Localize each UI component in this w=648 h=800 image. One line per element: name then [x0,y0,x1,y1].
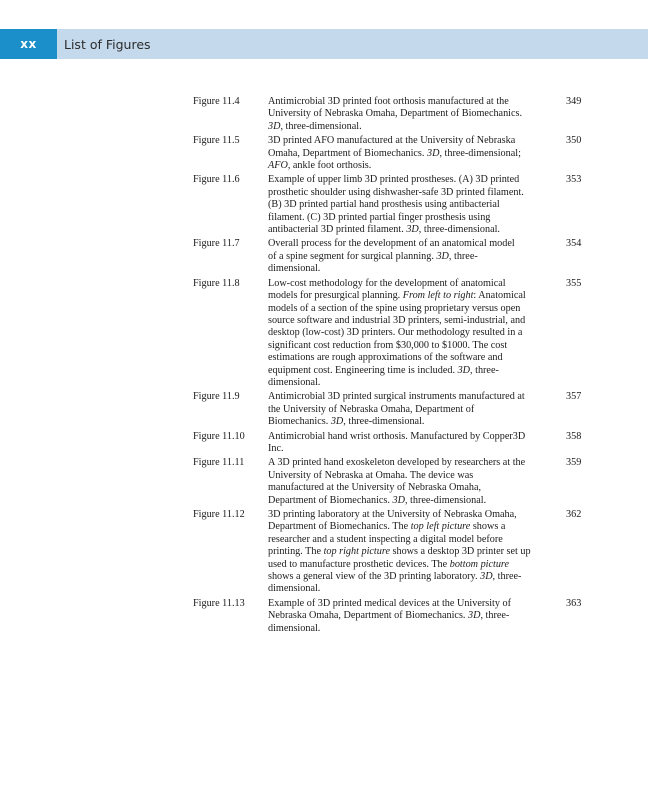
figure-label: Figure 11.7 [193,238,240,250]
figure-entry [0,278,648,390]
caption-italic-text: From left to right [402,290,474,302]
figure-caption [268,135,550,172]
figure-caption [268,391,550,428]
figure-caption [268,509,550,596]
figure-caption [268,278,550,390]
caption-text: , three-dimensional. [418,224,500,236]
figure-label: Figure 11.6 [193,174,240,186]
figure-page-number: 353 [566,174,582,186]
figure-page-number: 362 [566,509,582,520]
figure-page-number: 350 [566,135,582,147]
figure-label: Figure 11.10 [193,430,245,442]
caption-italic-text: 3D [457,364,471,376]
figure-label: Figure 11.4 [193,96,240,107]
caption-text: Example of 3D printed medical devices at the University of Nebraska Omaha, Department of Biomechanics. [268,597,512,622]
caption-italic-text: 3D [436,250,449,262]
caption-text: , three- dimensional. [268,364,499,388]
caption-text: Antimicrobial 3D printed surgical instruments manufactured at the University of Nebraska Omaha, Department of Biomechanics. [268,391,525,428]
caption-text: A 3D printed hand exoskeleton developed by researchers at the University of Nebraska at Omaha. The device was manufactured at the University of Nebraska Omaha, Department of Biomechanics. [268,457,526,506]
figure-entry [0,598,648,635]
figure-page-number: 357 [566,391,582,403]
caption-text: Antimicrobial 3D printed foot orthosis manufactured at the University of Nebraska Omaha, Department of Biomechanics. [268,96,523,120]
figure-caption [268,431,550,456]
caption-italic-text: 3D [480,571,493,583]
caption-text: : Anatomical models of a section of the spine using proprietary versus open source software and industrial 3D printers, semi-industrial, and desktop (low-cost) 3D printers. Our methodology resulted in a significant cost reduction from $30,000 to $1000. The cost estimations are rough approximations of the software and equipment cost. Engineering time is included. [268,290,526,376]
caption-italic-text: 3D [406,224,419,236]
caption-text: Overall process for the development of an anatomical model of a spine segment for surgical planning. [268,238,515,262]
caption-text: , three- dimensional. [268,610,510,634]
caption-text: , three-dimensional; [439,147,521,159]
caption-text: shows a researcher and a student inspecting a digital model before printing. The [268,521,506,558]
figure-entry [0,391,648,428]
caption-text: Antimicrobial hand wrist orthosis. Manufactured by Copper3D Inc. [268,430,526,454]
figure-label: Figure 11.9 [193,391,240,403]
caption-text: Example of upper limb 3D printed prostheses. (A) 3D printed prosthetic shoulder using dishwasher-safe 3D printed filament. (B) 3D printed partial hand prosthesis using antibacterial filament. (C) 3D printed partial finger prosthesis using antibacterial 3D printed filament. [268,174,524,236]
figure-entry [0,238,648,275]
caption-text: , three- dimensional. [268,571,522,595]
figure-entry [0,509,648,596]
caption-text: shows a desktop 3D printer set up used to manufacture prosthetic devices. The [268,546,531,570]
caption-text: Low-cost methodology for the development of anatomical models for presurgical planning. [268,277,506,302]
figure-page-number: 354 [566,238,582,250]
page-number-box [0,29,57,59]
figure-caption [268,174,550,236]
caption-italic-text: 3D [330,416,344,428]
figure-caption [268,96,550,133]
caption-italic-text: top right picture [323,546,390,558]
figure-page-number: 363 [566,597,582,609]
figure-entry [0,135,648,172]
caption-text: shows a general view of the 3D printing laboratory. [268,571,478,583]
caption-italic-text: 3D [427,147,440,159]
caption-italic-text: 3D [268,120,281,132]
figure-entry [0,96,648,133]
figure-list [0,96,648,637]
figure-label: Figure 11.5 [193,135,240,147]
caption-text: , ankle foot orthosis. [287,160,372,172]
caption-text: 3D printed AFO manufactured at the University of Nebraska Omaha, Department of Biomechanics. [268,135,516,159]
figure-page-number: 359 [566,457,582,469]
caption-italic-text: AFO [268,160,288,172]
running-head: List of Figures [64,36,151,52]
caption-italic-text: bottom picture [449,558,510,570]
caption-italic-text: top left picture [410,521,471,533]
figure-page-number: 355 [566,277,582,289]
figure-page-number: 358 [566,430,582,442]
figure-entry [0,431,648,456]
figure-label: Figure 11.13 [193,597,245,609]
caption-italic-text: 3D [468,610,481,622]
figure-page-number: 349 [566,96,582,107]
caption-text: , three-dimensional. [343,416,425,428]
figure-caption [268,598,550,635]
figure-label: Figure 11.11 [193,457,245,469]
figure-label: Figure 11.12 [193,509,245,520]
caption-text: , three-dimensional. [280,120,362,132]
figure-caption [268,238,550,275]
caption-italic-text: 3D [392,494,405,506]
caption-text: , three-dimensional. [404,494,487,506]
caption-text: , three- dimensional. [268,250,478,275]
page-number: xx [20,37,37,51]
figure-entry [0,174,648,236]
caption-text: 3D printing laboratory at the University of Nebraska Omaha, Department of Biomechanics. The [268,509,517,533]
figure-caption [268,457,550,507]
figure-label: Figure 11.8 [193,277,240,289]
figure-entry [0,457,648,507]
